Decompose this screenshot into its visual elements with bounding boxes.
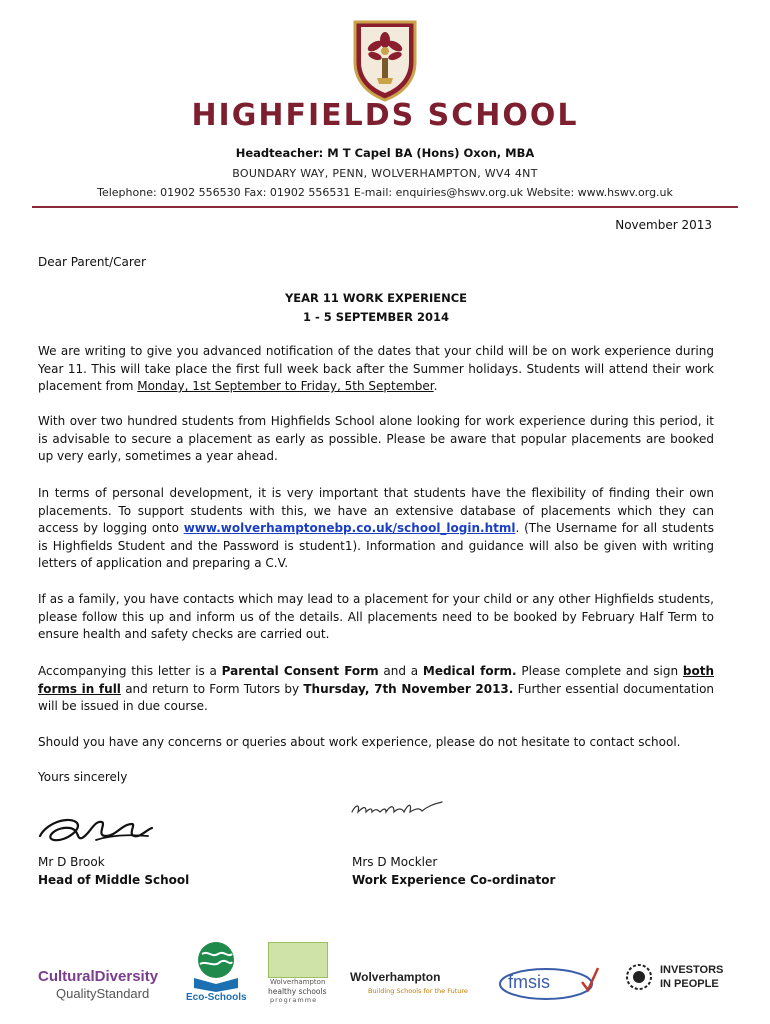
- signature-brook: [36, 806, 156, 850]
- letter-title-line1: YEAR 11 WORK EXPERIENCE: [284, 291, 468, 305]
- paragraph-2: With over two hundred students from Highfields School alone looking for work experience during this period, it is advisable to secure a placement as early as possible. Please be aware that popular placements are booked up very early, sometimes a year ahead.: [38, 414, 714, 463]
- globe-book-icon: [186, 940, 246, 992]
- paragraph-1: We are writing to give you advanced notification of the dates that your child will be on work experience during Year 11. This will take place the first full week back after the Summer holidays. Students will attend their work placement from Monday, 1st September to Friday, 5th September.: [38, 344, 714, 393]
- fmsis-logo: fmsis: [498, 962, 602, 1002]
- signatory-role: Work Experience Co-ordinator: [352, 872, 556, 887]
- signatory-2: [352, 854, 555, 889]
- placement-dates: Monday, 1st September to Friday, 5th September: [137, 379, 434, 393]
- signatory-name: Mr D Brook: [38, 855, 105, 869]
- wolverhampton-bsf-logo: Wolverhampton Building Schools for the Future: [350, 970, 468, 995]
- contact-details: Telephone: 01902 556530 Fax: 01902 556531 E-mail: enquiries@hswv.org.uk Website: www.hswv.org.uk: [97, 186, 673, 199]
- investors-in-people-logo: INVESTORS IN PEOPLE: [624, 960, 734, 996]
- paragraph-6: Should you have any concerns or queries about work experience, please do not hesitate to contact school.: [38, 735, 681, 749]
- healthy-schools-graphic: [268, 942, 328, 978]
- paragraph-4: If as a family, you have contacts which may lead to a placement for your child or any other Highfields students, please follow this up and inform us of the details. All placements need to be booked by February Half Term to ensure health and safety checks are carried out.: [38, 592, 714, 641]
- signatory-name: Mrs D Mockler: [352, 855, 438, 869]
- letter-date: November 2013: [615, 218, 712, 232]
- school-name: HIGHFIELDS SCHOOL: [191, 98, 579, 133]
- signatory-1: [38, 854, 189, 889]
- paragraph-5: Accompanying this letter is a Parental Consent Form and a Medical form. Please complete and sign both forms in full and return to Form Tutors by Thursday, 7th November 2013. Further essential documentation will be issued in due course.: [38, 664, 715, 713]
- iip-laurel-icon: [624, 962, 654, 992]
- header-divider: [32, 206, 738, 208]
- closing: Yours sincerely: [38, 770, 128, 784]
- salutation: Dear Parent/Carer: [38, 255, 146, 269]
- placement-database-link[interactable]: www.wolverhamptonebp.co.uk/school_login.html: [183, 521, 516, 535]
- signature-mockler: [350, 798, 446, 820]
- healthy-schools-logo: Wolverhampton healthy schools programme: [266, 942, 328, 1004]
- paragraph-3: In terms of personal development, it is very important that students have the flexibility of finding their own placements. To support students with this, we have an extensive database of placements which they can access by logging onto www.wolverhamptonebp.co.uk/school_login.html. (The Username for all students is Highfields Student and the Password is student1). Information and guidance will also be given with writing letters of application and preparing a C.V.: [38, 486, 714, 570]
- school-address: BOUNDARY WAY, PENN, WOLVERHAMPTON, WV4 4NT: [232, 167, 538, 180]
- cultural-diversity-logo: CulturalDiversity QualityStandard: [38, 968, 159, 1001]
- signatory-role: Head of Middle School: [38, 872, 190, 887]
- headteacher-line: Headteacher: M T Capel BA (Hons) Oxon, MBA: [235, 146, 535, 160]
- letter-title-line2: 1 - 5 SEPTEMBER 2014: [303, 310, 449, 324]
- eco-schools-logo: Eco-Schools: [186, 940, 246, 1006]
- school-crest-logo: [351, 18, 419, 102]
